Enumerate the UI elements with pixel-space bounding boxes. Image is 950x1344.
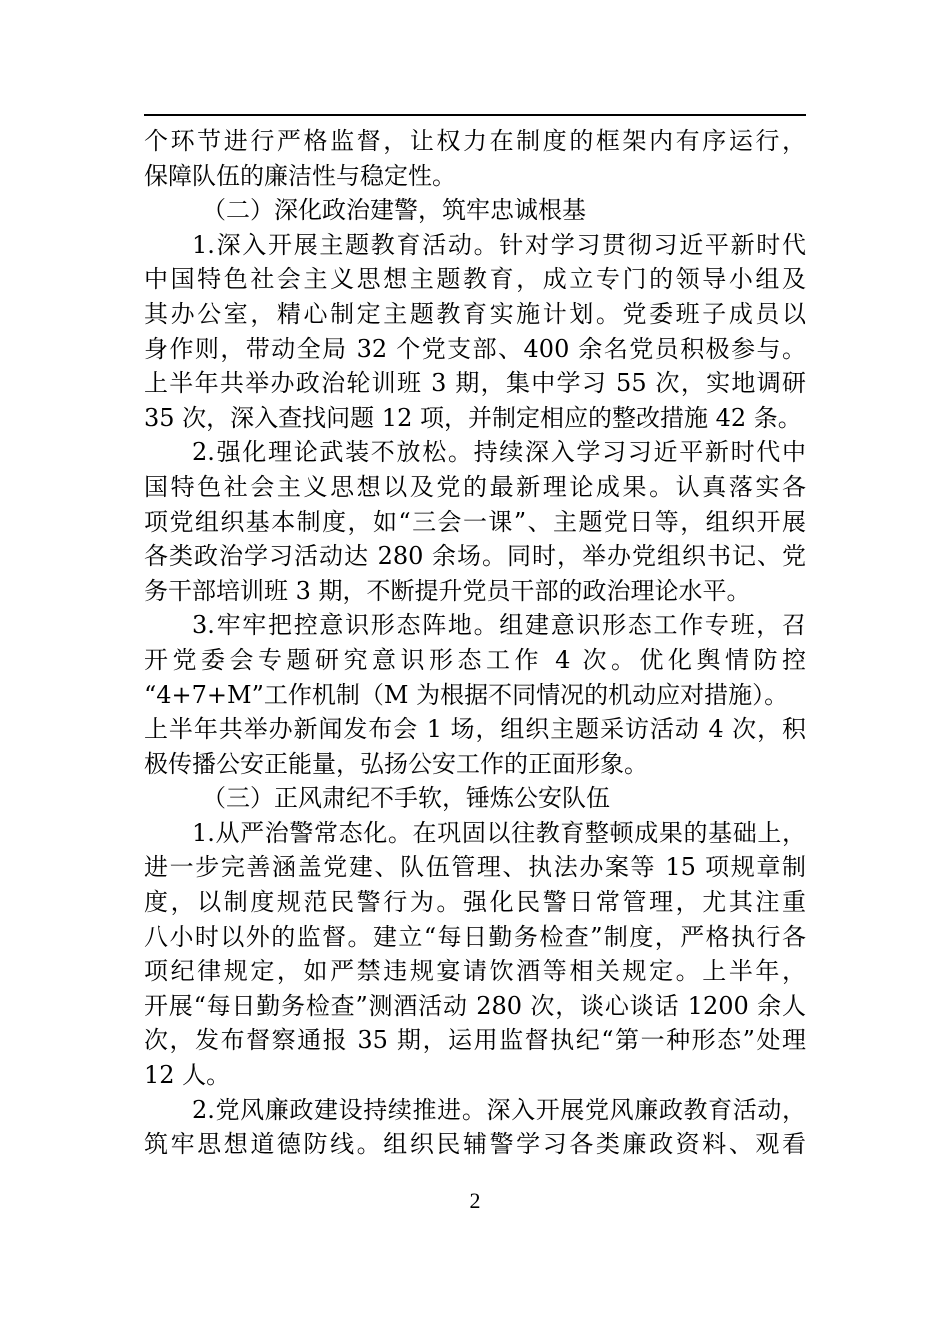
text-line: 中国特色社会主义思想主题教育，成立专门的领导小组及 <box>144 265 806 294</box>
text-line: 个环节进行严格监督，让权力在制度的框架内有序运行， <box>144 127 806 155</box>
text-line: 35 次，深入查找问题 12 项，并制定相应的整改措施 42 条。 <box>144 403 802 432</box>
text-line: 八小时以外的监督。建立“每日勤务检查”制度，严格执行各 <box>144 922 806 951</box>
text-line: 身作则，带动全局 32 个党支部、400 余名党员积极参与。 <box>144 334 806 363</box>
header-rule <box>144 114 806 116</box>
text-line: 各类政治学习活动达 280 余场。同时，举办党组织书记、党 <box>144 542 806 571</box>
text-line: 进一步完善涵盖党建、队伍管理、执法办案等 15 项规章制 <box>144 853 806 882</box>
text-line: 2.党风廉政建设持续推进。深入开展党风廉政教育活动， <box>192 1095 806 1124</box>
section-heading: （三）正风肃纪不手软，锤炼公安队伍 <box>202 784 610 813</box>
text-line: 度，以制度规范民警行为。强化民警日常管理，尤其注重 <box>144 888 806 917</box>
text-line: 保障队伍的廉洁性与稳定性。 <box>144 161 456 190</box>
text-line: 上半年共举办政治轮训班 3 期，集中学习 55 次，实地调研 <box>144 369 806 398</box>
text-line: 项党组织基本制度，如“三会一课”、主题党日等，组织开展 <box>144 507 806 536</box>
text-line: 12 人。 <box>144 1061 231 1090</box>
text-line: 极传播公安正能量，弘扬公安工作的正面形象。 <box>144 749 648 778</box>
text-line: 项纪律规定，如严禁违规宴请饮酒等相关规定。上半年， <box>144 957 806 986</box>
text-line: 次，发布督察通报 35 期，运用监督执纪“第一种形态”处理 <box>144 1026 806 1055</box>
text-line: 筑牢思想道德防线。组织民辅警学习各类廉政资料、观看 <box>144 1130 806 1159</box>
text-line: “4+7+M”工作机制（M 为根据不同情况的机动应对措施）。 <box>144 680 789 709</box>
section-heading: （二）深化政治建警，筑牢忠诚根基 <box>202 196 586 225</box>
text-line: 3.牢牢把控意识形态阵地。组建意识形态工作专班，召 <box>192 611 806 640</box>
document-body <box>144 124 806 1162</box>
page-number: 2 <box>469 1188 481 1213</box>
text-line: 1.深入开展主题教育活动。针对学习贯彻习近平新时代 <box>192 230 806 259</box>
text-line: 开党委会专题研究意识形态工作 4 次。优化舆情防控 <box>144 645 806 674</box>
text-line: 其办公室，精心制定主题教育实施计划。党委班子成员以 <box>144 299 806 328</box>
text-line: 务干部培训班 3 期，不断提升党员干部的政治理论水平。 <box>144 576 751 605</box>
text-line: 2.强化理论武装不放松。持续深入学习习近平新时代中 <box>192 438 806 467</box>
text-line: 1.从严治警常态化。在巩固以往教育整顿成果的基础上， <box>192 818 806 847</box>
text-line: 开展“每日勤务检查”测酒活动 280 次，谈心谈话 1200 余人 <box>144 991 806 1020</box>
text-line: 国特色社会主义思想以及党的最新理论成果。认真落实各 <box>144 472 806 501</box>
text-line: 上半年共举办新闻发布会 1 场，组织主题采访活动 4 次，积 <box>144 715 806 744</box>
